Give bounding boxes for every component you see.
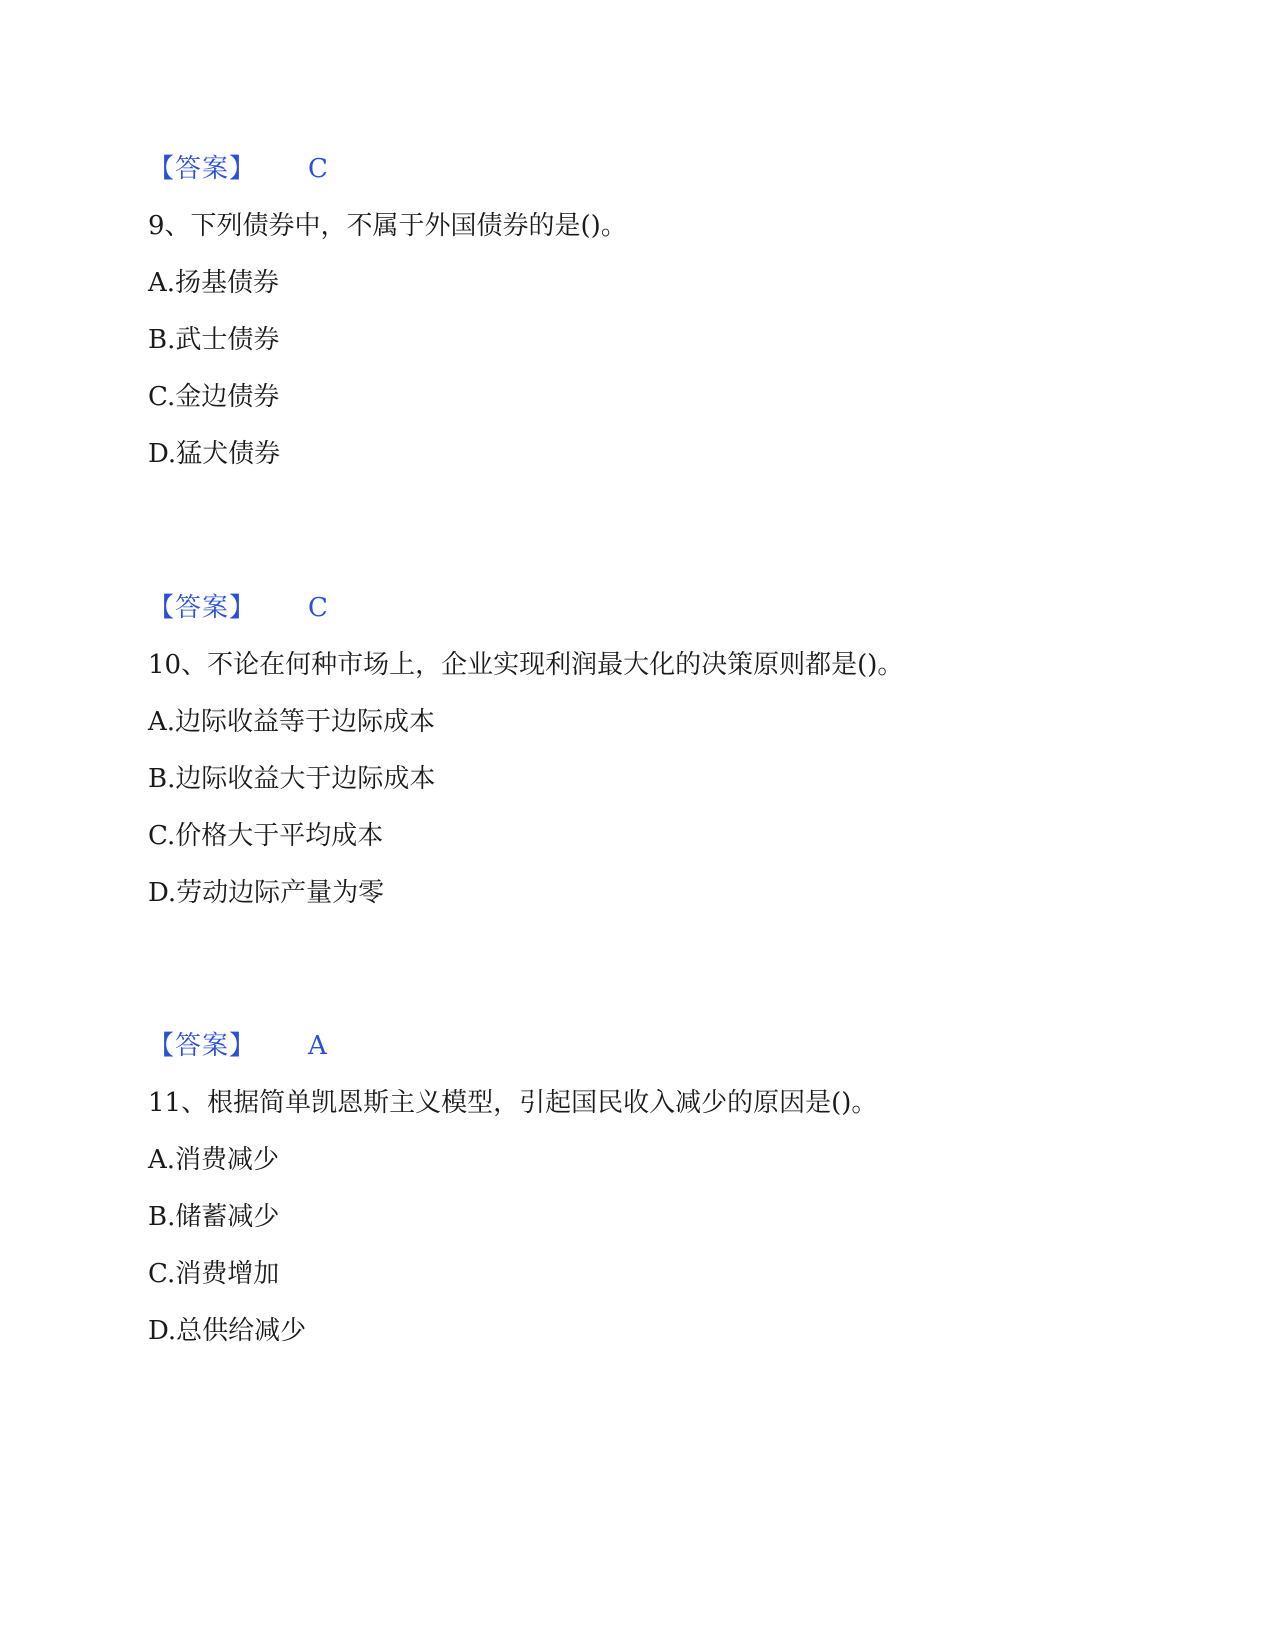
question-block-9 [148,141,1148,483]
answer-line [148,141,1148,198]
option-a: A.扬基债券 [148,268,280,298]
option-d: D.劳动边际产量为零 [148,878,385,908]
question-text: 9、下列债券中，不属于外国债券的是()。 [148,211,627,241]
answer-label: 【答案】 [148,593,257,623]
question-block-11 [148,1018,1148,1360]
answer-value: C [308,593,328,623]
option-d: D.总供给减少 [148,1316,307,1346]
question-block-10 [148,580,1148,922]
answer-line [148,580,1148,637]
answer-value: A [308,1031,327,1061]
option-d: D.猛犬债券 [148,439,281,469]
option-b: B.储蓄减少 [148,1202,280,1232]
question-text: 11、根据简单凯恩斯主义模型，引起国民收入减少的原因是()。 [148,1088,878,1118]
option-a: A.边际收益等于边际成本 [148,707,436,737]
question-text: 10、不论在何种市场上，企业实现利润最大化的决策原则都是()。 [148,650,904,680]
option-c: C.价格大于平均成本 [148,821,384,851]
option-b: B.武士债券 [148,325,280,355]
option-c: C.金边债券 [148,382,280,412]
answer-label: 【答案】 [148,154,257,184]
option-a: A.消费减少 [148,1145,280,1175]
answer-label: 【答案】 [148,1031,257,1061]
option-c: C.消费增加 [148,1259,280,1289]
answer-line [148,1018,1148,1075]
option-b: B.边际收益大于边际成本 [148,764,436,794]
answer-value: C [308,154,328,184]
